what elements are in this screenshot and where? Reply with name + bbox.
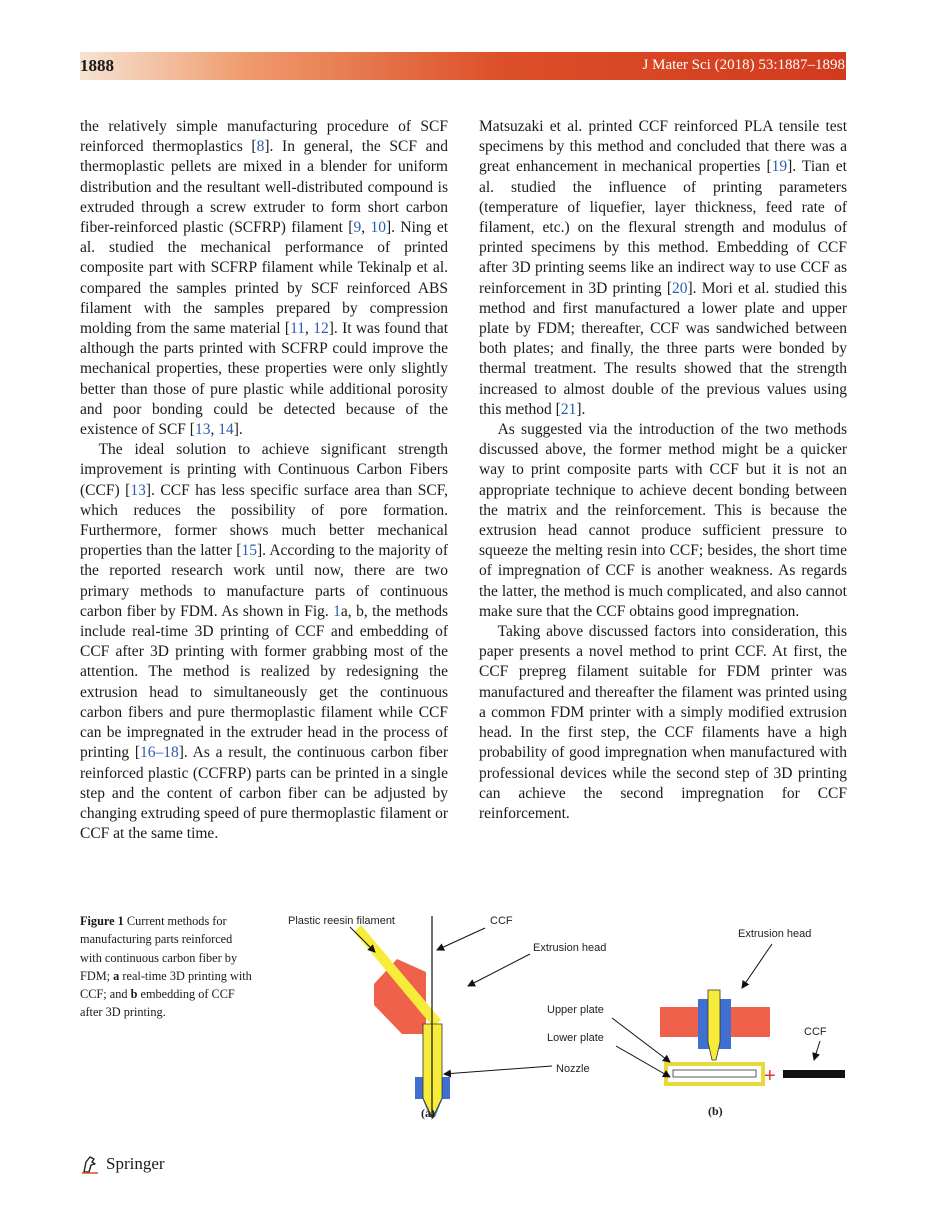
filament-channel-b: [708, 990, 720, 1060]
figure-caption: Figure 1 Current methods for manufacturing parts reinforced with continuous carbon fiber by FDM; a real-time 3D printing with CCF; and b embedding of CCF after 3D printing.: [80, 914, 252, 1020]
citation-link[interactable]: 8: [256, 138, 265, 156]
citation-link[interactable]: 14: [218, 421, 234, 439]
paragraph: The ideal solution to achieve significant strength improvement is printing with Continuous Carbon Fibers (CCF) [13]. CCF has less specific surface area than SCF, which reduces the possibility of pore formation. Furthermore, former shows much better mechanical properties than the latter [15]. According to the majority of the reported research work until now, there are two primary methods to manufacture parts of continuous carbon fiber by FDM. As shown in Fig. 1a, b, the methods include real-time 3D printing of CCF and embedding of CCF after 3D printing with former grabbing most of the attention. The method is realized by redesigning the extrusion head to simultaneously get the continuous carbon fibers and pure thermoplastic filament while CCF can be impregnated in the extruder head in the process of printing [16–18]. As a result, the continuous carbon fiber reinforced plastic (CCFRP) parts can be printed in a single step and the content of carbon fiber can be adjusted by changing extruding speed of pure thermoplastic filament or CCF at the same time.: [80, 441, 449, 843]
arrow: [814, 1041, 820, 1060]
figure-link[interactable]: 1: [333, 602, 341, 620]
left-column: [80, 117, 448, 844]
paragraph: As suggested via the introduction of the two methods discussed above, the former method might be a quicker way to print composite parts with CCF but it is not an appropriate technique to achieve decent bonding between the matrix and the reinforcement. This is because the extrusion head cannot produce sufficient pressure to squeeze the melting resin into CCF; besides, the short time of impregnation of CCF is another weakness. As regards the latter, the method is much complicated, and also cannot make sure that the CCF obtains good impregnation.: [479, 421, 847, 620]
journal-reference: J Mater Sci (2018) 53:1887–1898: [642, 57, 845, 73]
arrow: [742, 944, 772, 988]
panel-label-b: (b): [708, 1104, 723, 1118]
figure-1-diagram: [280, 902, 850, 1130]
plus-sign: +: [764, 1065, 776, 1087]
label-lower-plate: Lower plate: [547, 1032, 604, 1044]
label-ccf-b: CCF: [804, 1026, 827, 1038]
citation-link[interactable]: 21: [560, 400, 577, 418]
citation-link[interactable]: 12: [313, 320, 329, 338]
label-ccf: CCF: [490, 915, 513, 927]
page-number: 1888: [80, 56, 114, 75]
label-extrusion-head-b: Extrusion head: [738, 928, 812, 940]
citation-link[interactable]: 11: [290, 320, 306, 338]
publisher-logo: [80, 1154, 165, 1174]
citation-link[interactable]: 20: [672, 279, 688, 297]
ccf-bar: [783, 1070, 845, 1078]
citation-link[interactable]: 13: [130, 481, 146, 499]
label-plastic-filament: Plastic reesin filament: [288, 915, 395, 927]
citation-link[interactable]: 15: [241, 542, 257, 560]
label-nozzle: Nozzle: [556, 1063, 590, 1075]
label-extrusion-head: Extrusion head: [533, 942, 607, 954]
arrow: [444, 1066, 552, 1074]
label-upper-plate: Upper plate: [547, 1004, 604, 1016]
citation-link[interactable]: 13: [194, 421, 211, 439]
paragraph: Taking above discussed factors into consideration, this paper presents a novel method to print CCF. At first, the CCF prepreg filament suitable for FDM printer was manufactured and thereafter the filament was printed using a common FDM printer with a simply modified extrusion head. In the first step, the CCF filaments have a high probability of good impregnation when manufactured with professional devices while the second step of 3D printing can achieve the second impregnation for CCF reinforcement.: [479, 623, 847, 822]
arrow: [616, 1046, 670, 1077]
arrow: [437, 928, 485, 950]
paragraph: Matsuzaki et al. printed CCF reinforced PLA tensile test specimens by this method and concluded that there was a great enhancement in mechanical properties [19]. Tian et al. studied the influence of printing parameters (temperature of liquefier, layer thickness, feed rate of filament, etc.) on the flexural strength and modulus of printed specimens by this method. Embedding of CCF after 3D printing seems like an indirect way to use CCF as reinforcement in 3D printing [20]. Mori et al. studied this method and first manufactured a lower plate and upper plate by FDM; thereafter, CCF was sandwiched between both plates; and finally, the three parts were bonded by thermal treatment. The results showed that the strength increased to almost double of the previous values using this method [21].: [479, 118, 847, 418]
paragraph: the relatively simple manufacturing procedure of SCF reinforced thermoplastics [8]. In general, the SCF and thermoplastic pellets are mixed in a blender for uniform distribution and the resultant well-distributed compound is extruded through a screw extruder to form short carbon fiber-reinforced plastic (SCFRP) filament [9, 10]. Ning et al. studied the mechanical performance of printed composite part with SCFRP filament while Tekinalp et al. compared the samples printed by SCF reinforced ABS filament with the samples prepared by compression molding from the same material [11, 12]. It was found that although the parts printed with SCFRP could improve the mechanical properties, these properties were only slightly better than those of pure plastic while additional porosity and poor bonding could be detected because of the existence of SCF [13, 14].: [80, 118, 449, 439]
citation-link[interactable]: 19: [771, 158, 788, 176]
publisher-name: Springer: [106, 1154, 165, 1173]
citation-link[interactable]: 9: [353, 219, 362, 237]
arrow: [468, 954, 530, 986]
citation-link[interactable]: 10: [370, 219, 386, 237]
citation-link[interactable]: 16–18: [140, 744, 179, 762]
right-column: [479, 117, 847, 824]
upper-plate: [673, 1070, 756, 1077]
panel-label-a: (a): [421, 1106, 435, 1120]
springer-horse-icon: [80, 1154, 100, 1174]
